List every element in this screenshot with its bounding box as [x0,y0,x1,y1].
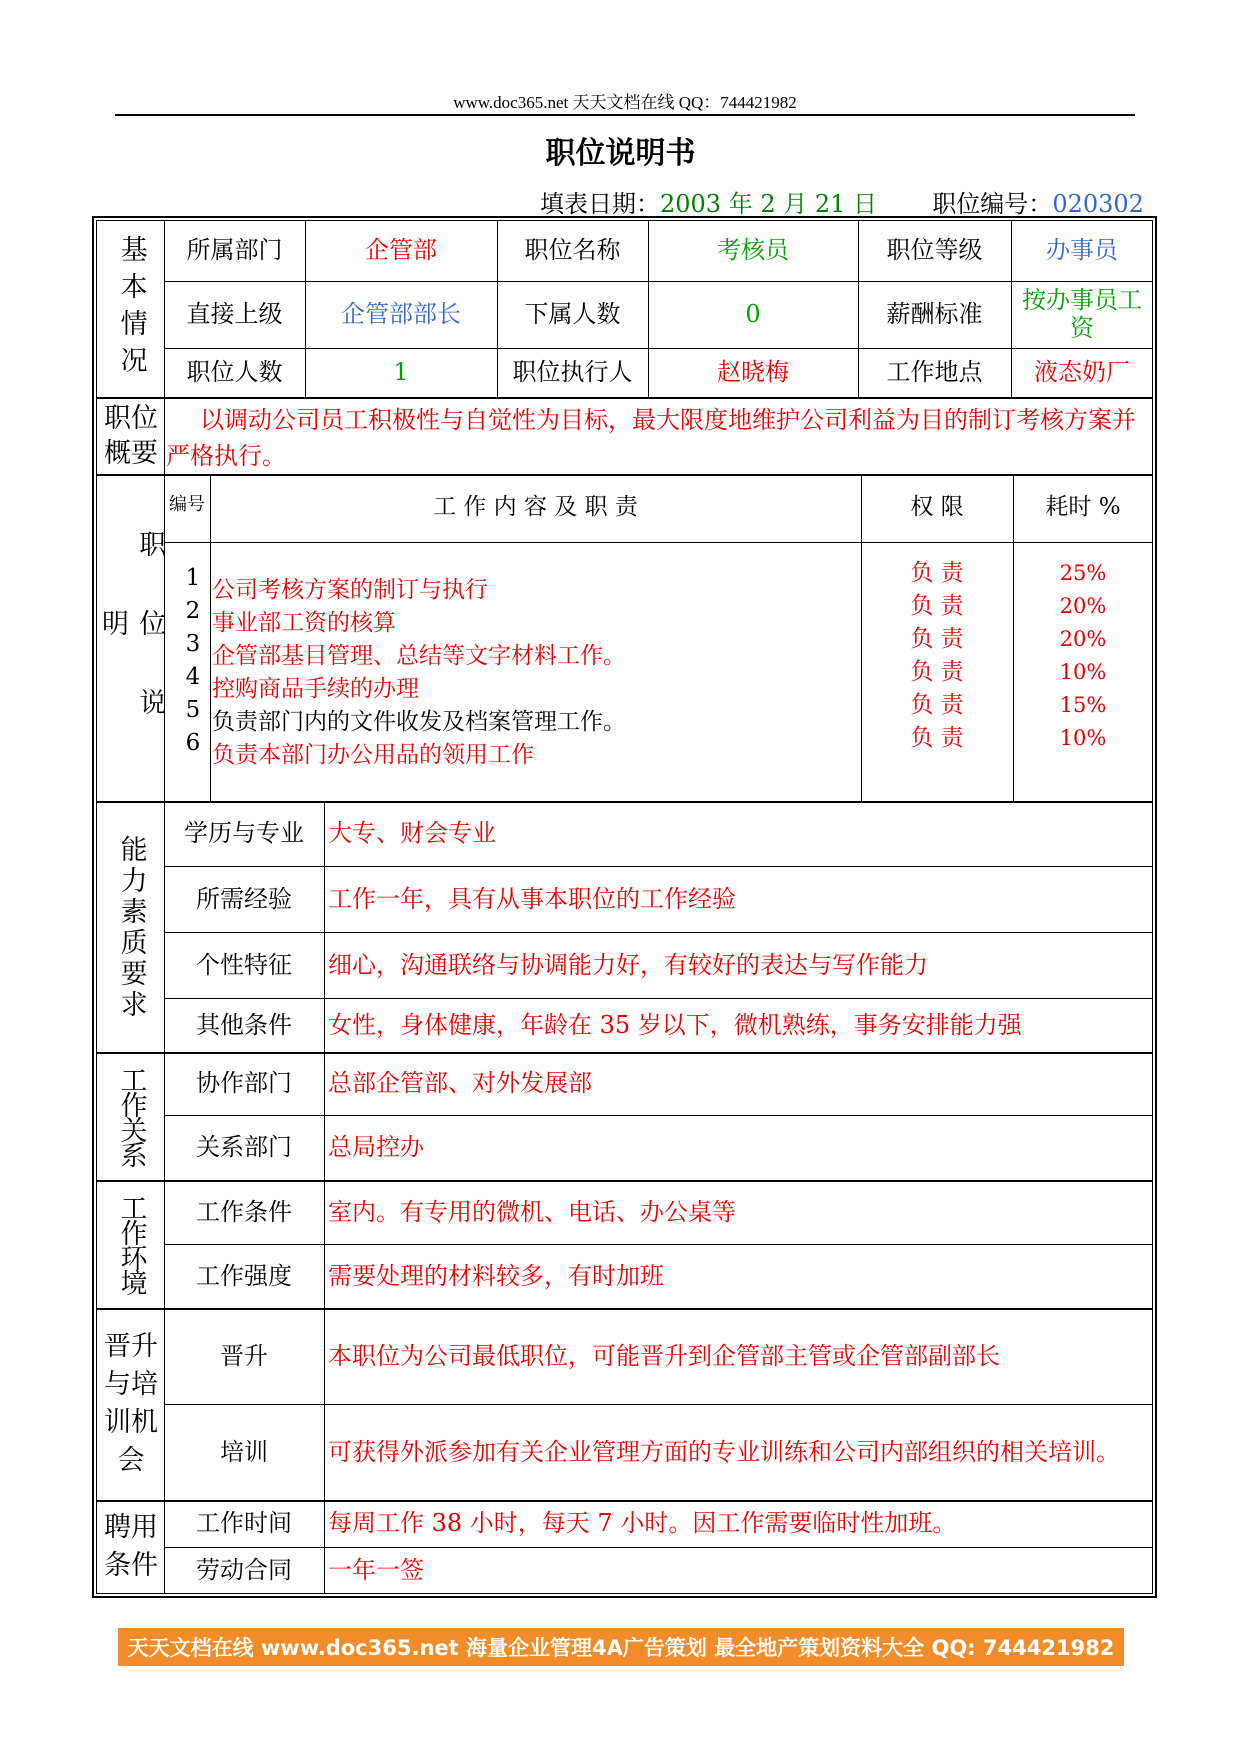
footer-banner[interactable]: 天天文档在线 www.doc365.net 海量企业管理4A广告策划 最全地产策划资料大全 QQ: 744421982 [118,1628,1124,1666]
label-position-name: 职位名称 [524,236,621,265]
value-training: 可获得外派参加有关企业管理方面的专业训练和公司内部组织的相关培训。 [328,1437,1120,1466]
section-label-duties: 职位说明 [97,529,166,767]
duty-contents [212,574,857,772]
date-label: 填表日期： [540,190,660,218]
site-header: www.doc365.net 天天文档在线 QQ：744421982 [453,93,797,112]
label-work-hours: 工作时间 [196,1509,292,1538]
label-supervisor: 直接上级 [186,300,283,329]
label-subordinates: 下属人数 [524,300,621,329]
col-header-authority: 权 限 [910,494,964,521]
value-work-location: 液态奶厂 [1034,358,1130,387]
code-value: 020302 [1052,190,1144,218]
value-work-hours: 每周工作 38 小时，每天 7 小时。因工作需要临时性加班。 [328,1509,957,1538]
label-position-level: 职位等级 [886,236,983,265]
value-personality: 细心，沟通联络与协调能力好，有较好的表达与写作能力 [328,950,928,979]
section-label-environment: 工作环境 [115,1194,147,1294]
label-department: 所属部门 [186,236,283,265]
duty-time: 20% [1059,627,1107,651]
header-divider [115,114,1135,116]
label-incumbent: 职位执行人 [512,358,633,387]
label-headcount: 职位人数 [186,358,283,387]
duty-time: 10% [1059,726,1107,750]
section-label-relations: 工作关系 [115,1066,147,1166]
col-header-content: 工 作 内 容 及 职 责 [433,494,638,521]
duty-number: 5 [185,697,201,723]
duty-time: 25% [1059,561,1107,585]
duty-content: 公司考核方案的制订与执行 [212,577,488,603]
divider [96,397,1153,399]
duty-number: 2 [185,598,201,624]
duty-times [1013,557,1153,755]
value-education: 大专、财会专业 [328,819,496,848]
duty-content: 控购商品手续的办理 [212,676,419,702]
duty-authorities [861,557,1013,755]
form-meta [540,184,1144,219]
value-salary: 按办事员工资 [1022,285,1142,342]
value-department: 企管部 [365,236,437,265]
duty-time: 20% [1059,594,1107,618]
value-work-intensity: 需要处理的材料较多，有时加班 [328,1261,664,1290]
duty-authority: 负 责 [910,725,964,751]
summary-text: 以调动公司员工积极性与自觉性为目标，最大限度地维护公司利益为目的制订考核方案并严格执行。 [166,406,1136,470]
col-header-time: 耗时 % [1045,494,1121,521]
label-salary: 薪酬标准 [886,300,983,329]
value-position-name: 考核员 [717,236,789,265]
label-promotion: 晋升 [220,1341,268,1370]
page-title: 职位说明书 [545,136,696,171]
duty-time: 15% [1059,693,1107,717]
label-personality: 个性特征 [196,950,292,979]
label-work-intensity: 工作强度 [196,1261,292,1290]
value-cooperation-dept: 总部企管部、对外发展部 [328,1069,592,1098]
duty-authority: 负 责 [910,659,964,685]
duty-number: 3 [185,631,201,657]
date-value: 2003 年 2 月 21 日 [660,190,878,218]
value-work-conditions: 室内。有专用的微机、电话、办公桌等 [328,1197,736,1226]
duty-authority: 负 责 [910,560,964,586]
duty-time: 10% [1059,660,1107,684]
divider [164,542,1153,543]
duty-authority: 负 责 [910,692,964,718]
duty-authority: 负 责 [910,626,964,652]
duty-number: 6 [185,730,201,756]
duty-number: 1 [185,565,201,591]
label-training: 培训 [220,1437,268,1466]
section-label-employment: 聘用条件 [104,1512,158,1581]
label-experience: 所需经验 [196,884,292,913]
duty-content: 企管部基目管理、总结等文字材料工作。 [212,643,626,669]
section-label-summary: 职位概要 [104,402,158,469]
value-related-dept: 总局控办 [328,1133,424,1162]
value-position-level: 办事员 [1046,236,1118,265]
label-other-conditions: 其他条件 [196,1010,292,1039]
value-subordinates: 0 [745,300,761,329]
value-promotion: 本职位为公司最低职位，可能晋升到企管部主管或企管部副部长 [328,1341,1000,1370]
value-labor-contract: 一年一签 [328,1556,424,1585]
col-header-number: 编号 [169,494,205,516]
label-cooperation-dept: 协作部门 [196,1069,292,1098]
duty-number: 4 [185,664,201,690]
label-work-location: 工作地点 [886,358,983,387]
section-label-basic: 基本情况 [115,235,147,383]
duty-content: 事业部工资的核算 [212,610,396,636]
label-education: 学历与专业 [184,819,304,848]
duty-content: 负责本部门办公用品的领用工作 [212,742,534,768]
label-related-dept: 关系部门 [196,1133,292,1162]
value-incumbent: 赵晓梅 [717,358,789,387]
duty-authority: 负 责 [910,593,964,619]
duty-numbers [178,562,208,760]
label-labor-contract: 劳动合同 [196,1556,292,1585]
label-work-conditions: 工作条件 [196,1197,292,1226]
value-headcount: 1 [393,358,409,387]
value-other-conditions: 女性，身体健康，年龄在 35 岁以下，微机熟练，事务安排能力强 [328,1010,1022,1039]
code-label: 职位编号： [932,190,1053,218]
section-label-ability: 能力素质要求 [115,835,147,1021]
duty-content: 负责部门内的文件收发及档案管理工作。 [212,709,626,735]
section-label-promotion: 晋升与培训机会 [104,1331,158,1476]
value-experience: 工作一年，具有从事本职位的工作经验 [328,884,736,913]
value-supervisor: 企管部部长 [341,300,461,329]
